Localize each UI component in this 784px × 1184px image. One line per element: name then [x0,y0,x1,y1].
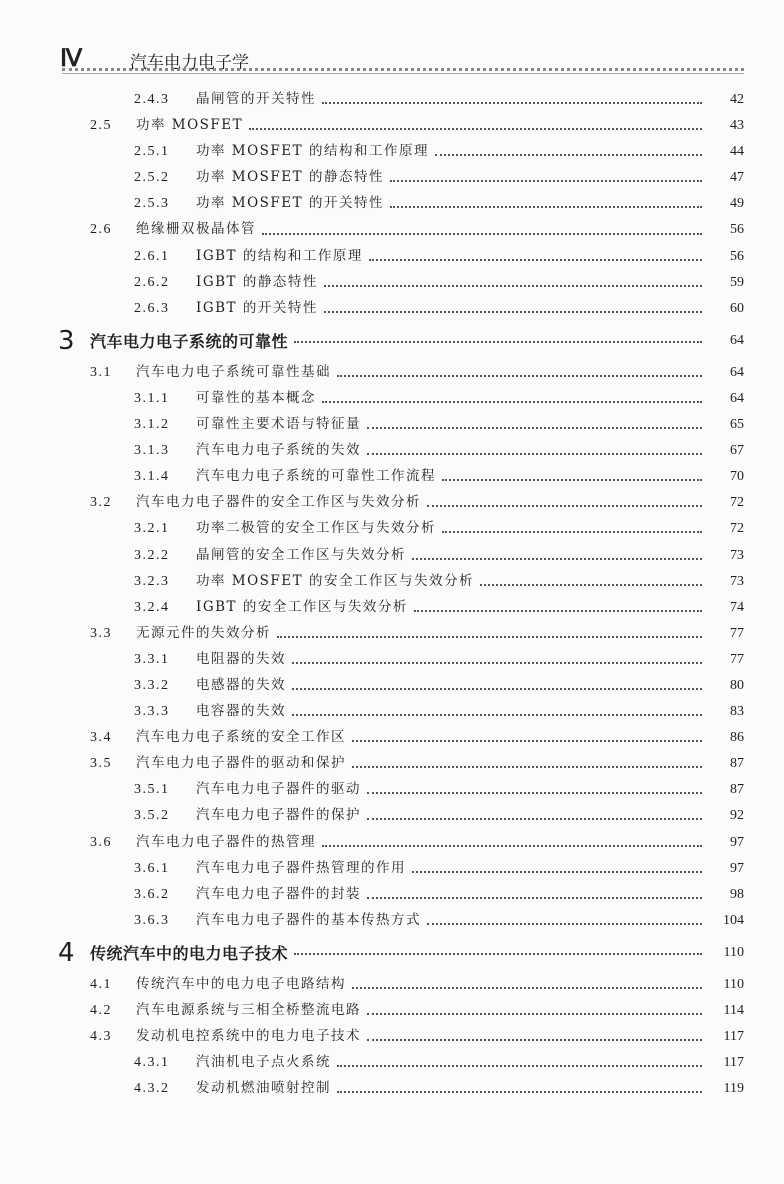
dot-leader [262,233,702,235]
toc-entry-page: 67 [730,443,744,459]
toc-entry-page: 117 [723,1055,744,1071]
dot-leader [369,259,702,261]
toc-entry[interactable] [0,516,784,542]
dot-leader [367,453,702,455]
dot-leader [292,714,702,716]
toc-entry-title: 电容器的失效 [196,703,286,720]
toc-entry[interactable] [0,621,784,647]
toc-entry-number: 3.1.3 [134,443,170,459]
toc-entry[interactable] [0,191,784,217]
toc-entry[interactable] [0,412,784,438]
toc-entry[interactable] [0,296,784,322]
toc-entry-title: 汽车电力电子器件的保护 [196,807,361,824]
dot-leader [390,206,702,208]
toc-entry-number: 3.2.3 [134,573,170,589]
toc-entry-number: 2.6.1 [134,248,170,264]
toc-entry-page: 110 [723,976,744,992]
toc-entry-number: 4.3.1 [134,1055,170,1071]
toc-entry[interactable] [0,270,784,296]
toc-entry-number: 3.5.2 [134,808,170,824]
toc-entry[interactable] [0,751,784,777]
toc-entry-page: 72 [730,495,744,511]
toc-entry-page: 64 [730,332,744,348]
dot-leader [367,1039,702,1041]
toc-entry[interactable] [0,882,784,908]
toc-entry-title: 汽车电力电子系统的失效 [196,442,361,459]
toc-entry-title: 汽车电力电子器件热管理的作用 [196,859,406,876]
toc-entry[interactable] [0,1024,784,1050]
toc-entry[interactable] [0,438,784,464]
toc-entry-title: 功率 MOSFET 的结构和工作原理 [196,143,429,160]
dot-leader [352,766,702,768]
toc-entry[interactable] [0,569,784,595]
toc-entry-title: 晶闸管的开关特性 [196,91,316,107]
toc-entry-page: 97 [730,860,744,876]
dot-leader [412,871,702,873]
toc-entry-number: 2.6.3 [134,300,170,316]
toc-entry-page: 110 [723,944,744,960]
dot-leader [337,1091,702,1093]
toc-entry[interactable] [0,1050,784,1076]
toc-entry[interactable] [0,490,784,516]
dot-leader [367,897,702,899]
toc-entry[interactable] [0,543,784,569]
toc-entry-title: 传统汽车中的电力电子技术 [90,944,289,964]
toc-entry[interactable] [0,856,784,882]
toc-entry-number: 2.6.2 [134,274,170,290]
toc-entry-page: 64 [730,390,744,406]
toc-entry-number: 3.2 [90,495,112,511]
toc-entry-page: 56 [730,222,744,238]
dot-leader [367,792,702,794]
page-number-roman: Ⅳ [60,46,82,72]
toc-entry-title: 绝缘栅双极晶体管 [136,221,256,238]
toc-entry[interactable] [0,464,784,490]
toc-entry-title: 功率二极管的安全工作区与失效分析 [196,520,436,537]
dot-leader [367,427,702,429]
toc-entry-page: 98 [730,886,744,902]
toc-entry[interactable] [0,244,784,270]
dot-leader [337,1065,702,1067]
toc-entry-number: 3.5 [90,756,112,772]
toc-entry-number: 3.1.4 [134,469,170,485]
toc-entry-page: 80 [730,677,744,693]
toc-entry-title: 发动机电控系统中的电力电子技术 [136,1028,361,1045]
toc-entry-title: 汽车电力电子器件的基本传热方式 [196,911,421,928]
dot-leader [442,531,702,533]
toc-entry-number: 3.5.1 [134,782,170,798]
toc-entry-title: 汽车电力电子系统的可靠性工作流程 [196,468,436,485]
toc-entry[interactable] [0,777,784,803]
toc-entry-number: 4.1 [90,976,112,992]
toc-entry-number: 3.3.1 [134,651,170,667]
dot-leader [277,636,702,638]
toc-entry-number: 3.2.2 [134,547,170,563]
toc-entry[interactable] [0,647,784,673]
toc-entry-number: 2.5.1 [134,144,170,160]
toc-entry-page: 92 [730,808,744,824]
toc-entry-page: 114 [723,1003,744,1018]
toc-entry-number: 4.2 [90,1003,112,1018]
toc-entry-page: 64 [730,364,744,380]
dot-leader [337,375,702,377]
toc-entry-title: 汽车电源系统与三相全桥整流电路 [136,1002,361,1018]
dot-leader [352,987,702,989]
toc-entry-number: 4 [58,937,75,968]
toc-entry-title: 功率 MOSFET 的开关特性 [196,195,384,212]
dot-leader [322,102,702,104]
toc-entry-title: 功率 MOSFET [136,117,244,134]
toc-entry-title: 汽车电力电子器件的热管理 [136,833,316,850]
dot-leader [367,1013,702,1015]
toc-entry-title: 汽车电力电子器件的驱动和保护 [136,755,346,772]
toc-entry-title: 可靠性的基本概念 [196,389,316,406]
toc-entry-number: 3.2.1 [134,521,170,537]
toc-entry-page: 59 [730,274,744,290]
toc-entry-title: 电感器的失效 [196,676,286,693]
toc-entry-number: 2.4.3 [134,92,170,107]
toc-entry-number: 4.3.2 [134,1081,170,1097]
toc-entry[interactable] [0,998,784,1024]
toc-entry-number: 3.6.2 [134,886,170,902]
toc-entry-title: 汽车电力电子系统可靠性基础 [136,363,331,380]
toc-entry-title: 发动机燃油喷射控制 [196,1080,331,1097]
toc-entry-page: 117 [723,1029,744,1045]
toc-entry-page: 77 [730,625,744,641]
toc-entry-page: 44 [730,144,744,160]
dot-leader [412,558,702,560]
toc-entry[interactable] [0,725,784,751]
dot-leader [324,285,702,287]
dot-leader [480,584,702,586]
toc-entry[interactable] [0,139,784,165]
toc-entry-title: IGBT 的开关特性 [196,299,318,316]
toc-entry-title: 汽油机电子点火系统 [196,1054,331,1071]
toc-entry[interactable] [0,217,784,243]
toc-entry[interactable] [0,360,784,386]
toc-entry[interactable] [0,803,784,829]
toc-entry[interactable] [0,908,784,934]
toc-chapter[interactable] [0,934,784,972]
toc-entry[interactable] [0,1076,784,1102]
dot-leader [292,688,702,690]
toc-entry-page: 60 [730,300,744,316]
dot-leader [367,818,702,820]
toc-entry[interactable] [0,87,784,113]
toc-entry-title: 汽车电力电子器件的安全工作区与失效分析 [136,494,421,511]
dot-leader [294,953,702,955]
toc-entry-title: 功率 MOSFET 的安全工作区与失效分析 [196,572,474,589]
toc-entry[interactable] [0,673,784,699]
dot-leader [427,505,702,507]
dot-leader [322,401,702,403]
toc-entry-title: IGBT 的安全工作区与失效分析 [196,598,408,615]
toc-entry-title: IGBT 的静态特性 [196,273,318,290]
toc-entry-page: 42 [730,92,744,107]
toc-entry[interactable] [0,699,784,725]
dot-leader [292,662,702,664]
dot-leader [427,923,702,925]
toc-entry-number: 3.1.2 [134,417,170,433]
toc-entry-number: 3.6.1 [134,860,170,876]
toc-entry-number: 2.5.3 [134,196,170,212]
toc-entry-page: 72 [730,521,744,537]
toc-entry-title: 电阻器的失效 [196,650,286,667]
toc-entry-page: 73 [730,573,744,589]
header-rule [62,68,744,71]
toc-entry-title: 功率 MOSFET 的静态特性 [196,169,384,186]
dot-leader [390,180,702,182]
dot-leader [294,341,702,343]
header-rule-line [62,73,744,74]
toc-entry[interactable] [0,165,784,191]
toc-entry-number: 3.3.2 [134,677,170,693]
dot-leader [322,845,702,847]
toc-entry-number: 2.6 [90,222,112,238]
toc-entry-page: 74 [730,599,744,615]
toc-entry-page: 87 [730,782,744,798]
toc-entry-title: 无源元件的失效分析 [136,624,271,641]
toc-entry-page: 70 [730,469,744,485]
toc-entry-number: 3.3.3 [134,704,170,720]
table-of-contents [0,87,784,1102]
toc-entry-number: 3.1 [90,364,112,380]
toc-entry-number: 3 [58,325,75,356]
toc-entry-number: 2.5.2 [134,170,170,186]
toc-entry-page: 49 [730,196,744,212]
toc-entry-page: 104 [723,912,744,928]
toc-entry-number: 4.3 [90,1029,112,1045]
dot-leader [249,128,702,130]
toc-entry-number: 3.6 [90,834,112,850]
toc-entry[interactable] [0,386,784,412]
toc-entry[interactable] [0,113,784,139]
dot-leader [435,154,702,156]
toc-entry-title: 汽车电力电子系统的安全工作区 [136,729,346,746]
toc-entry-page: 86 [730,730,744,746]
toc-entry-number: 3.4 [90,730,112,746]
toc-entry-title: 汽车电力电子器件的驱动 [196,781,361,798]
toc-entry-page: 65 [730,417,744,433]
toc-entry[interactable] [0,595,784,621]
toc-entry-number: 3.3 [90,625,112,641]
toc-entry-page: 83 [730,704,744,720]
dot-leader [442,479,702,481]
dot-leader [352,740,702,742]
toc-entry-page: 73 [730,547,744,563]
toc-entry-page: 56 [730,248,744,264]
toc-entry-title: 可靠性主要术语与特征量 [196,416,361,433]
toc-entry-number: 3.2.4 [134,599,170,615]
toc-entry-page: 119 [723,1081,744,1097]
book-title: 汽车电力电子学 [130,53,249,73]
toc-entry-number: 3.6.3 [134,912,170,928]
toc-entry[interactable] [0,830,784,856]
dot-leader [324,311,702,313]
toc-entry-number: 3.1.1 [134,390,170,406]
toc-entry-title: 晶闸管的安全工作区与失效分析 [196,546,406,563]
toc-entry-page: 47 [730,170,744,186]
toc-entry-page: 43 [730,118,744,134]
toc-chapter[interactable] [0,322,784,360]
toc-entry-title: IGBT 的结构和工作原理 [196,247,363,264]
toc-entry-title: 汽车电力电子系统的可靠性 [90,332,289,352]
dot-leader [414,610,702,612]
toc-entry-page: 77 [730,651,744,667]
toc-entry[interactable] [0,972,784,998]
toc-entry-page: 97 [730,834,744,850]
toc-entry-title: 汽车电力电子器件的封装 [196,885,361,902]
toc-entry-title: 传统汽车中的电力电子电路结构 [136,975,346,992]
toc-entry-number: 2.5 [90,118,112,134]
toc-entry-page: 87 [730,756,744,772]
